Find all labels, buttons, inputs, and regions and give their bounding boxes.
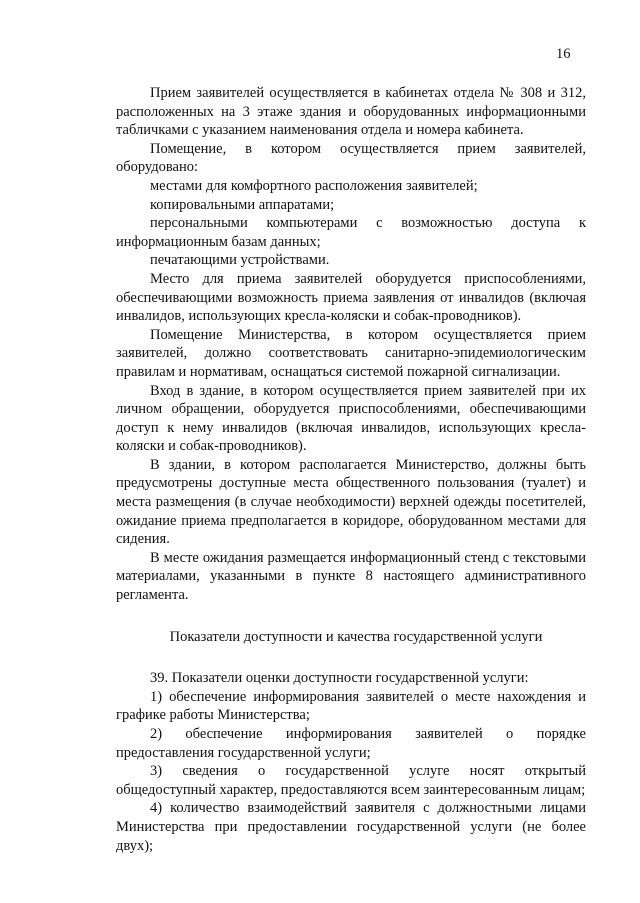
paragraph: В месте ожидания размещается информационный стенд с текстовыми материалами, указанными в пункте 8 настоящего административного регламента.	[116, 549, 586, 604]
paragraph: персональными компьютерами с возможностью доступа к информационным базам данных;	[116, 215, 586, 250]
paragraph: местами для комфортного расположения заявителей;	[150, 177, 478, 194]
list-intro: 39. Показатели оценки доступности государственной услуги:	[150, 670, 529, 687]
paragraph: Помещение, в котором осуществляется прием заявителей, оборудовано:	[116, 140, 586, 176]
paragraph: Прием заявителей осуществляется в кабинетах отдела № 308 и 312, расположенных на 3 этаже здания и оборудованных информационными табличками с указанием наименования отдела и номера кабинета.	[116, 85, 586, 139]
paragraph: В здании, в котором располагается Министерство, должны быть предусмотрены доступные места общественного пользования (туалет) и места размещения (в случае необходимости) верхней одежды посетителей, ожидание приема предполагается в коридоре, оборудованном местами для сидения.	[116, 456, 586, 548]
paragraph: Помещение Министерства, в котором осуществляется прием заявителей, должно соответствовать санитарно-эпидемиологическим правилам и нормативам, оснащаться системой пожарной сигнализации.	[116, 326, 586, 380]
list-item: 1) обеспечение информирования заявителей о месте нахождения и графике работы Министерства;	[116, 688, 586, 724]
list-item: 2) обеспечение информирования заявителей о порядке предоставления государственной услуги;	[116, 726, 586, 761]
section-heading: Показатели доступности и качества государственной услуги	[169, 628, 543, 645]
list-item: 4) количество взаимодействий заявителя с должностными лицами Министерства при предоставлении государственной услуги (не более двух);	[116, 800, 586, 854]
list-item: 3) сведения о государственной услуге носят открытый общедоступный характер, предоставляются всем заинтересованным лицам;	[116, 763, 586, 798]
page-number: 16	[556, 46, 571, 62]
paragraph: Вход в здание, в котором осуществляется прием заявителей при их личном обращении, оборудуется приспособлениями, обеспечивающими доступ к нему инвалидов (включая инвалидов, использующих кресла-коляски и собак-проводников).	[116, 382, 586, 455]
paragraph: печатающими устройствами.	[150, 252, 330, 269]
document-body	[116, 84, 586, 855]
paragraph: копировальными аппаратами;	[150, 196, 335, 213]
paragraph: Место для приема заявителей оборудуется приспособлениями, обеспечивающими возможность приема заявления от инвалидов (включая инвалидов, использующих кресла-коляски и собак-проводников).	[116, 270, 586, 325]
